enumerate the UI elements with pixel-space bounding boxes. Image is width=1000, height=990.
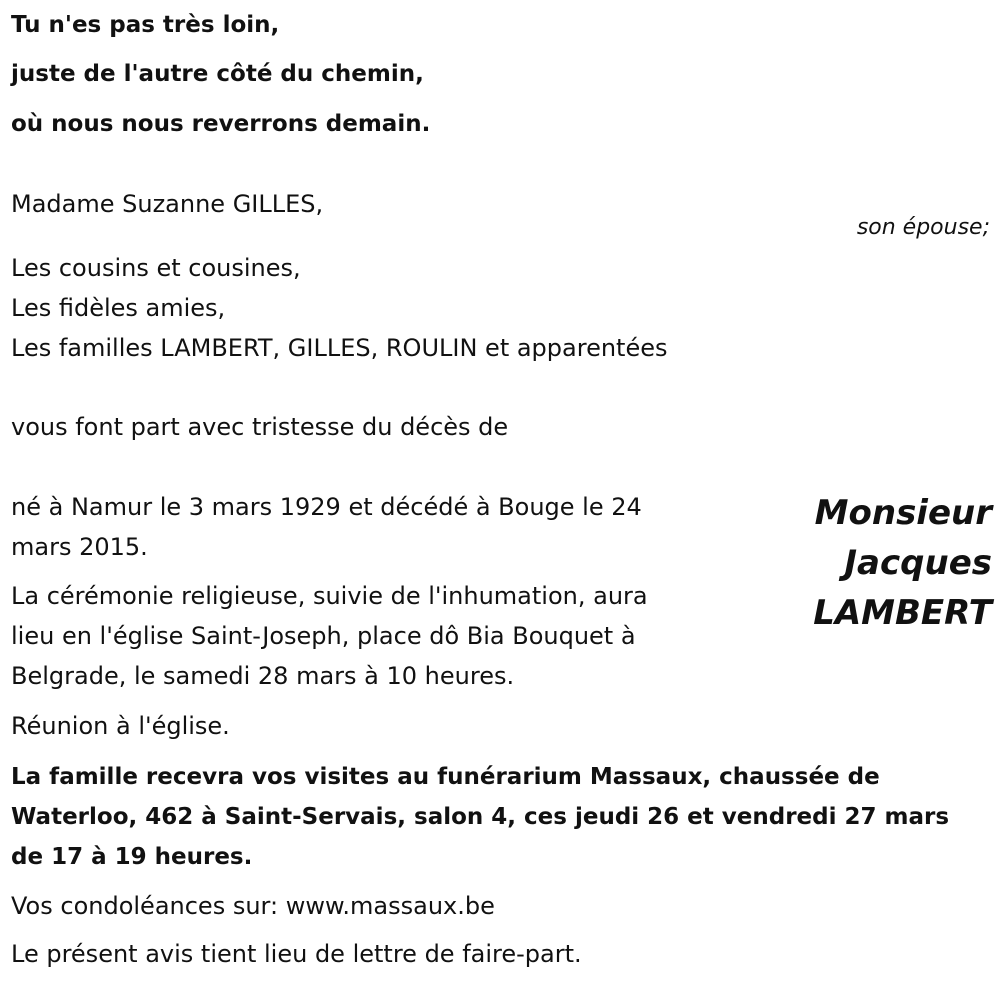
ceremony-line-1: La cérémonie religieuse, suivie de l'inhumation, aura [11, 582, 648, 610]
birth-death-line-2: mars 2015. [11, 533, 148, 561]
poem-line-1: Tu n'es pas très loin, [11, 12, 280, 38]
deceased-last-name: LAMBERT [813, 593, 992, 633]
visits-line-3: de 17 à 19 heures. [11, 844, 253, 870]
deceased-title: Monsieur [814, 493, 992, 533]
visits-info [11, 757, 949, 877]
deceased-name [813, 488, 992, 638]
poem-line-2: juste de l'autre côté du chemin, [11, 61, 424, 87]
spouse-role: son épouse; [856, 215, 990, 240]
birth-death-line-1: né à Namur le 3 mars 1929 et décédé à Bouge le 24 [11, 493, 642, 521]
ceremony-info [11, 576, 648, 696]
announcement: vous font part avec tristesse du décès de [11, 413, 509, 441]
visits-line-2: Waterloo, 462 à Saint-Servais, salon 4, ces jeudi 26 et vendredi 27 mars [11, 804, 950, 830]
notice-text: Le présent avis tient lieu de lettre de faire-part. [11, 940, 582, 968]
spouse-name: Madame Suzanne GILLES, [11, 190, 324, 218]
relatives-families: Les familles LAMBERT, GILLES, ROULIN et apparentées [11, 334, 668, 362]
relatives-friends: Les fidèles amies, [11, 294, 226, 322]
relatives-cousins: Les cousins et cousines, [11, 254, 301, 282]
ceremony-line-3: Belgrade, le samedi 28 mars à 10 heures. [11, 662, 515, 690]
birth-death-info [11, 487, 642, 567]
visits-line-1: La famille recevra vos visites au funérarium Massaux, chaussée de [11, 764, 880, 790]
deceased-first-name: Jacques [844, 543, 992, 583]
ceremony-line-2: lieu en l'église Saint-Joseph, place dô Bia Bouquet à [11, 622, 636, 650]
poem-line-3: où nous nous reverrons demain. [11, 111, 431, 137]
condolences-info: Vos condoléances sur: www.massaux.be [11, 892, 495, 920]
relatives-list [11, 248, 668, 368]
meeting-info: Réunion à l'église. [11, 712, 230, 740]
